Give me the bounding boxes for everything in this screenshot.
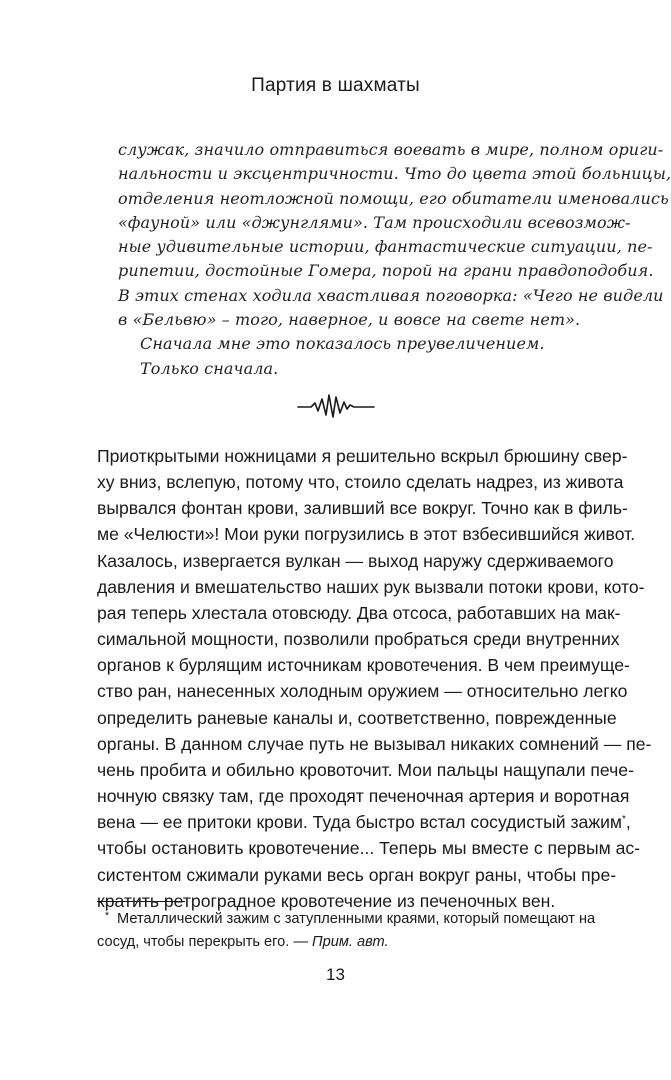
footnote-line <box>97 905 596 931</box>
text-line: органов к бурлящим источникам кровотечения. В чем преимуще- <box>97 655 630 676</box>
footnote-marker: * <box>104 910 110 922</box>
handwritten-line: в «Бельвю» – того, наверное, и вовсе на свете нет». <box>118 310 581 330</box>
text-line: чень пробита и обильно кровоточит. Мои пальцы нащупали пече- <box>97 759 634 780</box>
text-line: определить раневые каналы и, соответственно, поврежденные <box>97 707 617 728</box>
text-line: рая теперь хлестала отовсюду. Два отсоса, работавших на мак- <box>97 602 621 623</box>
text-line: ме «Челюсти»! Мои руки погрузились в этот взбесившийся живот. <box>97 524 636 545</box>
text-line: вырвался фонтан крови, заливший все вокруг. Точно как в филь- <box>97 498 628 519</box>
text-segment: , <box>625 812 631 833</box>
handwritten-line: служак, значило отправиться воевать в мире, полном ориги- <box>118 140 664 159</box>
running-title: Партия в шахматы <box>251 75 420 96</box>
handwritten-line: В этих стенах ходила хвастливая поговорка: «Чего не видели <box>118 285 664 305</box>
text-line: Казалось, извергается вулкан — выход наружу сдерживаемого <box>97 550 614 571</box>
text-line: кратить ретроградное кровотечение из печеночных вен. <box>97 890 556 911</box>
handwritten-line: ные удивительные истории, фантастические ситуации, пе- <box>118 237 653 257</box>
page-number: 13 <box>326 965 345 984</box>
text-line: Приоткрытыми ножницами я решительно вскрыл брюшину свер- <box>97 446 628 466</box>
text-line: ху вниз, вслепую, потому что, стоило сделать надрез, из живота <box>97 472 624 493</box>
main-text <box>97 443 652 914</box>
footnote <box>97 905 596 954</box>
author-note: — Прим. авт. <box>293 934 389 950</box>
text-line: систентом сжимали руками весь орган вокруг раны, чтобы пре- <box>97 864 617 885</box>
footnote-text: сосуд, чтобы перекрыть его. <box>97 934 290 950</box>
text-segment: вена — ее притоки крови. Туда быстро встал сосудистый зажим <box>97 812 623 833</box>
handwritten-line: Сначала мне это показалось преувеличением. <box>140 334 545 354</box>
footnote-reference[interactable]: * <box>622 814 626 826</box>
handwritten-line: отделения неотложной помощи, его обитатели именовались <box>118 188 669 208</box>
text-line <box>97 809 631 835</box>
footnote-text: Металлический зажим с затупленными краями, который помещают на <box>117 911 596 927</box>
footnote-divider <box>97 901 185 902</box>
text-line: ство ран, нанесенных холодным оружием — относительно легко <box>97 681 628 702</box>
footnote-line <box>97 931 575 954</box>
handwritten-line: Только сначала. <box>140 358 279 378</box>
handwritten-line: нальности и эксцентричности. Что до цвета этой больницы, <box>118 164 671 184</box>
text-line: симальной мощности, позволили пробраться среди внутренних <box>97 629 620 650</box>
handwritten-passage <box>118 138 671 381</box>
handwritten-line: рипетии, достойные Гомера, порой на грани правдоподобия. <box>118 261 654 281</box>
heartbeat-line-icon <box>297 393 375 419</box>
text-line: ночную связку там, где проходят печеночная артерия и воротная <box>97 786 630 807</box>
handwritten-line: «фауной» или «джунглями». Там происходили всевозмож- <box>118 212 631 232</box>
text-line: чтобы остановить кровотечение... Теперь мы вместе с первым ас- <box>97 838 641 859</box>
text-line: органы. В данном случае путь не вызывал никаких сомнений — пе- <box>97 733 652 754</box>
text-line: давления и вмешательство наших рук вызвали потоки крови, кото- <box>97 576 645 597</box>
